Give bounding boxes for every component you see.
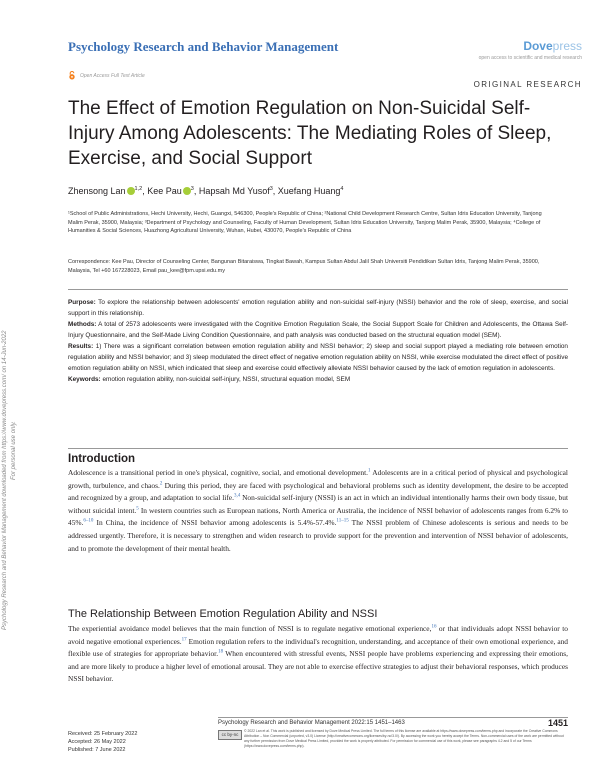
section-text: When encountered with stressful events, NSSI people have problems experiencing and expressing their emotions, and are more likely to produce a higher level of emotional arousal. They are not able to exercise effective strategies to adjust their behavioral responses, which produces NSSI behavior. (68, 649, 568, 684)
open-access-lock-icon (68, 71, 76, 80)
orcid-icon[interactable] (127, 187, 135, 195)
section-paragraph (68, 623, 568, 686)
introduction-paragraph (68, 467, 568, 555)
intro-text: In western countries such as European nations, North America or Australia, the incidence of NSSI behavior of adolescents ranges from 6.2% to 45%. (68, 505, 568, 528)
orcid-icon[interactable] (183, 187, 191, 195)
watermark-line-1: Psychology Research and Behavior Management downloaded from https://www.dovepress.com/ on 14-Jun-2022 (2, 330, 8, 630)
brand-part-a: Dove (523, 39, 553, 53)
keywords-label: Keywords: (68, 376, 101, 383)
intro-text: Adolescents are in a critical period of physical and psychological growth, turbulence, and chaos. (68, 468, 568, 490)
results-label: Results: (68, 343, 94, 350)
published-date: Published: 7 June 2022 (68, 747, 126, 753)
intro-text: In China, the incidence of NSSI behavior among adolescents is 5.4%-57.4%. (93, 518, 337, 528)
results-text: 1) There was a significant correlation between emotion regulation ability and NSSI behavior; 2) sleep and social support played a mediating role between emotion regulation ability and NSSI behavior; and 3) sleep modulated the direct effect of negative emotion regulation ability on NSSI, while exercise modulated the direct effect of positive emotion regulation ability on NSSI, which indicated that sleep and exercise could effectively alleviate NSSI behavior caused by the lack of emotion regulation in adolescents. (68, 343, 568, 372)
citation-link[interactable]: 18 (218, 649, 224, 655)
intro-text: The NSSI problem of Chinese adolescents is serious and needs to be addressed urgently. Therefore, it is necessary to strengthen and widen research to provide support for the prevention and intervention of NSSI behavior of adolescents, and to promote the development of their mental health. (68, 518, 568, 553)
brand-part-b: press (552, 39, 582, 53)
article-type: ORIGINAL RESEARCH (473, 80, 582, 89)
author-list: Zhensong Lan $^{1,2}$, Kee Pau $^3$, Hapsah Md Yusof$^3$, Xuefang Huang$^4$ (68, 186, 344, 196)
watermark-line-2: For personal use only. (11, 421, 17, 480)
open-access-text: Open Access Full Text Article (80, 72, 145, 79)
journal-name: Psychology Research and Behavior Management (68, 39, 339, 54)
keywords-text: emotion regulation ability, non-suicidal self-injury, NSSI, structural equation model, SEM (102, 376, 351, 383)
correspondence: Correspondence: Kee Pau, Director of Counseling Center, Bangunan Bitaraiswa, Tingkat Bawah, Kampus Sultan Abdul Jalil Shah Universiti Pendidikan Sultan Idris, Tanjong Malim Perak, 35900, Malaysia, Tel +60 167228023, Email pau_kee@fpm.upsi.edu.my (68, 259, 540, 274)
publisher-tagline: open access to scientific and medical research (478, 55, 582, 61)
purpose-label: Purpose: (68, 299, 96, 306)
footer-rule (218, 717, 568, 718)
abstract-top-rule (68, 289, 568, 290)
creative-commons-badge[interactable]: cc by-nc (218, 730, 242, 740)
page-number: 1451 (547, 718, 568, 728)
author-affiliation-marker: 3 (190, 186, 194, 192)
received-date: Received: 25 February 2022 (68, 731, 138, 737)
section-text: Emotion regulation refers to the individual's recognition, understanding, and acceptance of their own emotional experience, and flexible use of strategies for appropriate behavior. (68, 636, 568, 659)
abstract (68, 297, 568, 385)
author-name[interactable]: Xuefang Huang (277, 186, 341, 196)
citation-link[interactable]: 2 (159, 481, 163, 487)
methods-text: A total of 2573 adolescents were investigated with the Cognitive Emotion Regulation Scale, the Social Support Scale for Children and Adolescents, the Ottawa Self-Injury Questionnaire, and the Self-Made Living Condition Questionnaire, and path analysis was conducted based on the structural equation model (SEM). (68, 321, 568, 339)
purpose-text: To explore the relationship between adolescents' emotion regulation ability and non-suicidal self-injury (NSSI) behavior and the role of sleep, exercise, and social support in this relationship. (68, 299, 568, 317)
citation-link[interactable]: 16 (431, 624, 437, 630)
author-affiliation-marker: 3 (269, 186, 273, 192)
citation-link[interactable]: 17 (181, 637, 187, 643)
section-heading: The Relationship Between Emotion Regulation Ability and NSSI (68, 608, 378, 620)
affiliations: ¹School of Public Administrations, Hechi University, Hechi, Guangxi, 546300, People's Republic of China; ²National Child Development Research Centre, Sultan Idris Education University, Tanjong Malim Perak, 35900, Malaysia; ³Department of Psychology and Counseling, Faculty of Human Development, Sultan Idris Education University, Tanjong Malim Perak, 35900, Malaysia; ⁴College of Humanities & Social Sciences, Huazhong Agricultural University, Wuhan, Hubei, 430070, People's Republic of China (68, 211, 542, 234)
open-access-label (68, 71, 145, 80)
abstract-bottom-rule (68, 448, 568, 449)
intro-text: Adolescence is a transitional period in one's physical, cognitive, social, and emotional development. (68, 468, 369, 477)
section-text: or that individuals adopt NSSI behavior to avoid negative emotional experiences. (68, 624, 568, 646)
methods-label: Methods: (68, 321, 97, 328)
citation-link[interactable]: 1 (368, 468, 371, 474)
intro-text: Non-suicidal self-injury (NSSI) is an act in which an individual intentionally harms their own body tissue, but without suicidal intent. (68, 493, 569, 515)
author-name[interactable]: Zhensong Lan (68, 186, 126, 196)
accepted-date: Accepted: 26 May 2022 (68, 739, 126, 745)
publication-dates (68, 730, 137, 754)
author-name[interactable]: Hapsah Md Yusof (198, 186, 270, 196)
citation-link[interactable]: 11–15 (336, 518, 349, 524)
author-affiliation-marker: 4 (340, 186, 344, 192)
download-watermark (2, 150, 38, 630)
publisher-logo[interactable] (523, 39, 582, 53)
citation-link[interactable]: 5 (136, 506, 139, 512)
introduction-heading: Introduction (68, 453, 136, 465)
journal-citation: Psychology Research and Behavior Management 2022:15 1451–1463 (218, 720, 405, 726)
citation-link[interactable]: 6–10 (83, 518, 94, 524)
intro-text: During this period, they are faced with psychological and behavioral problems such as identity development, the desire to be accepted and recognized by a group, and adaptation to social life. (68, 480, 568, 503)
license-text: © 2022 Lan et al. This work is published and licensed by Dove Medical Press Limited. The full terms of this license are available at https://www.dovepress.com/terms.php and incorporate the Creative Commons Attribution – Non Commercial (unported, v3.0) License (http://creativecommons.org/licenses/by-nc/3.0/). By accessing the work you hereby accept the Terms. Non-commercial uses of the work are permitted without any further permission from Dove Medical Press Limited, provided the work is properly attributed. For permission for commercial use of this work, please see paragraphs 4.2 and 5 of our Terms (https://www.dovepress.com/terms.php). (244, 729, 564, 748)
author-affiliation-marker: 1,2 (134, 186, 143, 192)
article-title: The Effect of Emotion Regulation on Non-Suicidal Self-Injury Among Adolescents: The Mediating Roles of Sleep, Exercise, and Social Support (68, 98, 552, 169)
section-text: The experiential avoidance model believes that the main function of NSSI is to regulate negative emotional experience, (68, 624, 432, 633)
author-name[interactable]: Kee Pau (147, 186, 182, 196)
citation-link[interactable]: 3,4 (233, 493, 241, 499)
